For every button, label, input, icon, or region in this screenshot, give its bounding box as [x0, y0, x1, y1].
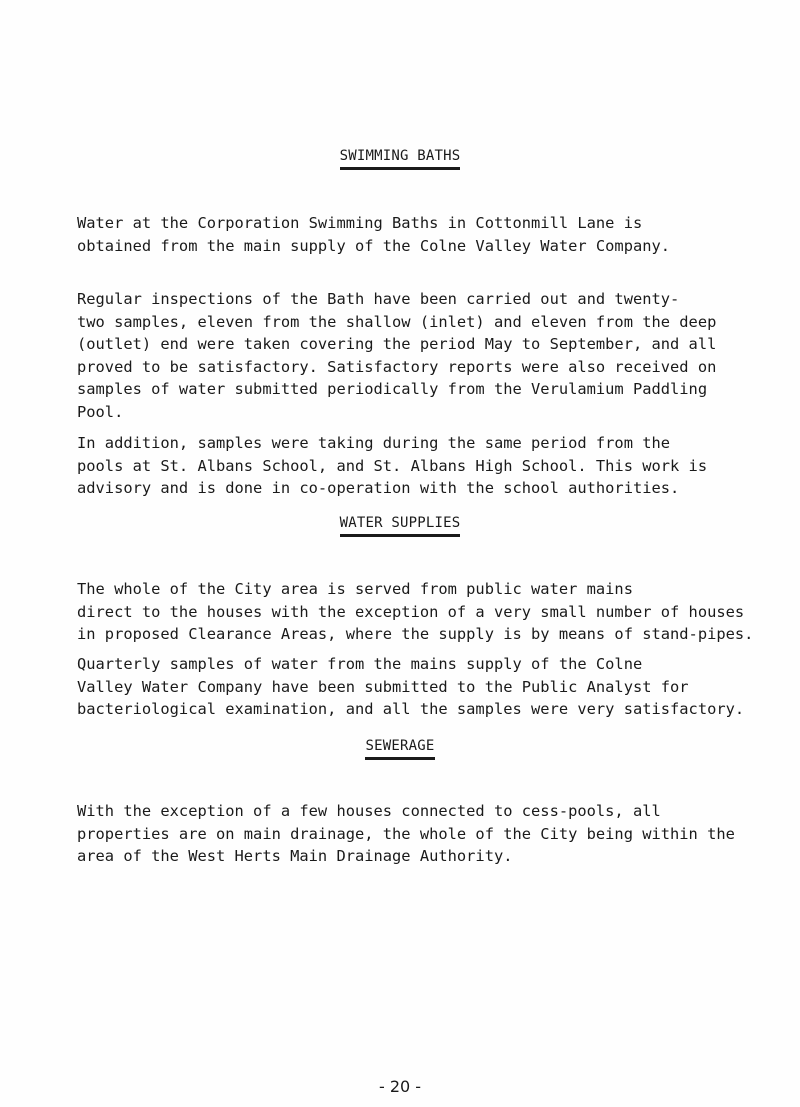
paragraph: Water at the Corporation Swimming Baths in Cottonmill Lane is obtained from the main supply of the Colne Valley Water Company. — [77, 214, 671, 255]
heading-text: SWIMMING BATHS — [340, 148, 461, 170]
section-heading-sewerage — [0, 738, 800, 760]
section-heading-swimming-baths — [0, 148, 800, 170]
heading-text: SEWERAGE — [365, 738, 434, 760]
paragraph: Regular inspections of the Bath have been carried out and twenty- two samples, eleven from the shallow (inlet) and eleven from the deep (outlet) end were taken covering the period May to September, and all proved to be satisfactory. Satisfactory reports were also received on samples of water submitted periodically from the Verulamium Paddling Pool. — [77, 290, 717, 421]
page-number: - 20 - — [378, 1077, 422, 1096]
paragraph: With the exception of a few houses connected to cess-pools, all properties are on main drainage, the whole of the City being within the area of the West Herts Main Drainage Authority. — [77, 802, 735, 866]
paragraph: The whole of the City area is served from public water mains direct to the houses with the exception of a very small number of houses in proposed Clearance Areas, where the supply is by means of stand-pipes. — [77, 580, 754, 644]
paragraph: Quarterly samples of water from the mains supply of the Colne Valley Water Company have been submitted to the Public Analyst for bacteriological examination, and all the samples were very satisfactory. — [77, 655, 745, 719]
section-heading-water-supplies — [0, 515, 800, 537]
heading-text: WATER SUPPLIES — [340, 515, 461, 537]
paragraph: In addition, samples were taking during the same period from the pools at St. Albans School, and St. Albans High School. This work is advisory and is done in co-operation with the school authorities. — [77, 434, 708, 498]
